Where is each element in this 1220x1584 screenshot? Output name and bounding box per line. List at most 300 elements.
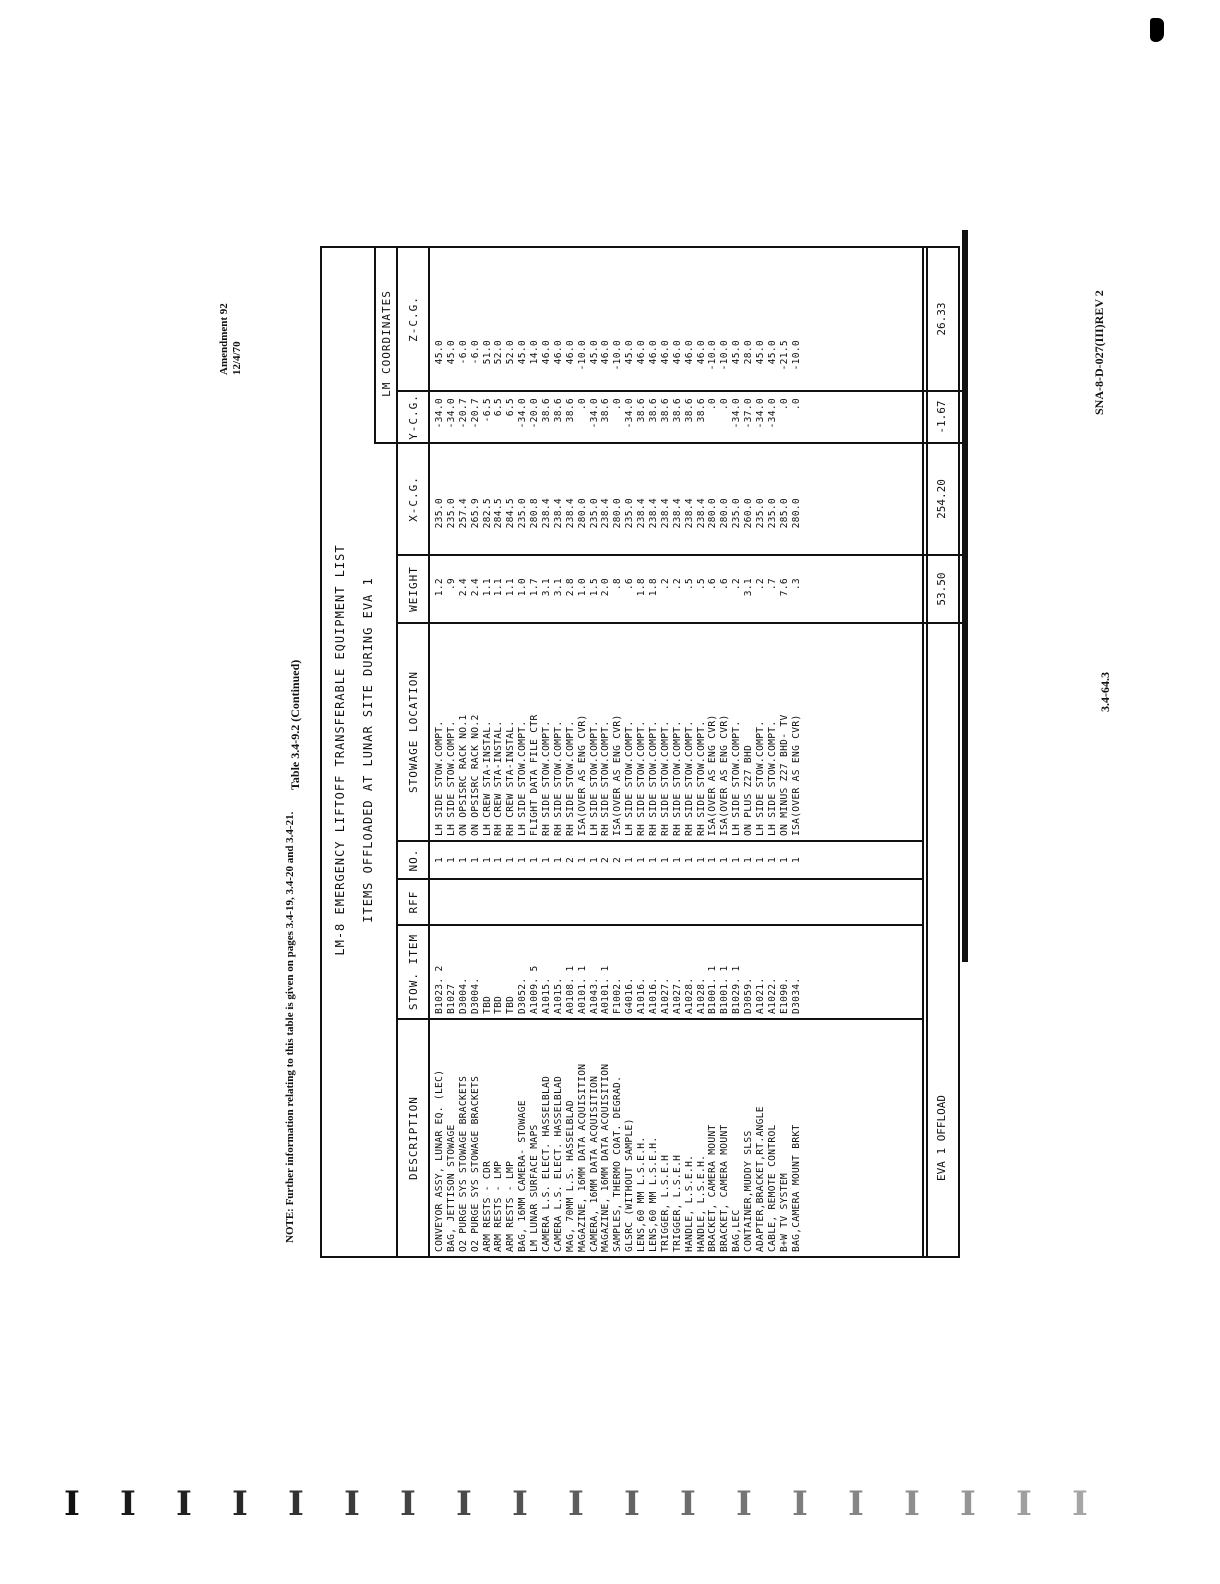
description-cell: CABLE, REMOTE CONTROL xyxy=(766,1124,778,1252)
coord-group-rule xyxy=(374,248,376,444)
y-cg-cell: 38.6 xyxy=(552,398,564,423)
description-cell: MAG, 70MM L.S. HASSELBLAD xyxy=(564,1100,576,1252)
scan-mark: I xyxy=(960,1484,976,1524)
y-cg-cell: 6.5 xyxy=(505,398,517,417)
scan-mark: I xyxy=(1072,1484,1088,1524)
description-cell: ADAPTER,BRACKET,RT.ANGLE xyxy=(755,1106,767,1252)
z-cg-cell: -21.5 xyxy=(778,340,790,371)
weight-cell: .2 xyxy=(659,578,671,591)
scan-mark: I xyxy=(512,1484,528,1524)
y-cg-cell: 38.6 xyxy=(541,398,553,423)
z-cg-cell: -10.0 xyxy=(576,340,588,371)
z-cg-cell: 52.0 xyxy=(505,340,517,365)
z-cg-cell: 45.0 xyxy=(517,340,529,365)
weight-cell: 1.7 xyxy=(529,578,541,597)
stow-item-cell: B1029. 1 xyxy=(731,965,743,1014)
col-header-stow-item: STOW. ITEM xyxy=(407,933,420,1011)
quantity-cell: 1 xyxy=(790,856,802,864)
z-cg-cell: 46.0 xyxy=(564,340,576,365)
description-cell: B+W TV SYSTEM xyxy=(778,1173,790,1252)
col-rule-3 xyxy=(396,878,922,880)
weight-cell: 3.1 xyxy=(552,578,564,597)
weight-cell: .3 xyxy=(790,578,802,591)
weight-cell: 2.0 xyxy=(600,578,612,597)
stowage-location-cell: LH SIDE STOW.COMPT. xyxy=(731,720,743,836)
amendment-date: 12/4/70 xyxy=(231,341,243,375)
col-header-y-cg: Y-C.G. xyxy=(407,394,420,440)
weight-cell: 2.4 xyxy=(457,578,469,597)
stow-item-cell: A1027. xyxy=(659,977,671,1014)
z-cg-cell: 45.0 xyxy=(434,340,445,365)
stowage-location-cell: LH SIDE STOW.COMPT. xyxy=(766,720,778,836)
x-cg-cell: 235.0 xyxy=(766,498,778,529)
stowage-location-cell: LH SIDE STOW.COMPT. xyxy=(755,720,767,836)
amendment-stamp xyxy=(218,303,244,375)
weight-cell: 1.0 xyxy=(576,578,588,597)
z-cg-cell: -10.0 xyxy=(612,340,624,371)
weight-cell: 1.1 xyxy=(481,578,493,597)
description-cell: O2 PURGE SYS STOWAGE BRACKETS xyxy=(457,1075,469,1252)
quantity-cell: 1 xyxy=(481,856,493,864)
x-cg-cell: 280.8 xyxy=(529,498,541,529)
weight-cell: 1.2 xyxy=(434,578,445,597)
table-caption: Table 3.4-9.2 (Continued) xyxy=(288,659,302,790)
description-cell: BAG,LEC xyxy=(731,1209,743,1252)
stow-item-cell: A1016. xyxy=(636,977,648,1014)
col-header-no: NO. xyxy=(407,848,420,872)
header-bottom-rule xyxy=(428,248,430,1256)
col-header-z-cg: Z-C.G. xyxy=(407,296,420,342)
scan-mark: I xyxy=(848,1484,864,1524)
z-cg-cell: 45.0 xyxy=(588,340,600,365)
z-cg-cell: -6.0 xyxy=(469,340,481,365)
stowage-location-cell: RH CREW STA-INSTAL. xyxy=(505,720,517,836)
x-cg-cell: 280.0 xyxy=(790,498,802,529)
stowage-location-cell: ON OPSISRC RACK NO.2 xyxy=(469,714,481,836)
quantity-cell: 2 xyxy=(612,856,624,864)
z-cg-cell: 28.0 xyxy=(743,340,755,365)
y-cg-cell: 38.6 xyxy=(659,398,671,423)
stow-item-column xyxy=(434,928,803,1014)
stow-item-cell: A1028. xyxy=(683,977,695,1014)
description-cell: BRACKET, CAMERA MOUNT xyxy=(707,1124,719,1252)
z-cg-cell: 46.0 xyxy=(541,340,553,365)
total-z-cg: 26.33 xyxy=(935,302,948,336)
y-cg-cell: -20.0 xyxy=(529,398,541,429)
quantity-cell: 1 xyxy=(659,856,671,864)
description-cell: LENS,60 MM L.S.E.H. xyxy=(648,1136,660,1252)
z-cg-cell: -6.0 xyxy=(457,340,469,365)
scan-mark: I xyxy=(736,1484,752,1524)
weight-cell: 3.1 xyxy=(743,578,755,597)
weight-cell: .2 xyxy=(671,578,683,591)
x-cg-cell: 238.4 xyxy=(671,498,683,529)
col-rule-6 xyxy=(396,554,962,556)
description-cell: MAGAZINE, 16MM DATA ACQUISITION xyxy=(600,1063,612,1252)
col-rule-2 xyxy=(396,924,922,926)
stow-item-cell: A1015. xyxy=(552,977,564,1014)
y-cg-cell: -34.0 xyxy=(624,398,636,429)
stow-item-cell: E1090. xyxy=(778,977,790,1014)
y-cg-cell: 6.5 xyxy=(493,398,505,417)
col-rule-7 xyxy=(374,442,962,444)
stow-item-cell: B1001. 1 xyxy=(707,965,719,1014)
x-cg-cell: 280.0 xyxy=(612,498,624,529)
weight-cell: .2 xyxy=(731,578,743,591)
quantity-cell: 1 xyxy=(469,856,481,864)
weight-cell: .6 xyxy=(624,578,636,591)
stow-item-cell: G4016. xyxy=(624,977,636,1014)
stowage-location-cell: RH SIDE STOW.COMPT. xyxy=(695,720,707,836)
weight-cell: 1.8 xyxy=(636,578,648,597)
equipment-table xyxy=(320,246,960,1258)
x-cg-cell: 280.0 xyxy=(707,498,719,529)
x-cg-cell: 282.5 xyxy=(481,498,493,529)
z-cg-cell: -10.0 xyxy=(790,340,802,371)
stow-item-cell: D3004. xyxy=(469,977,481,1014)
y-cg-cell: -34.0 xyxy=(755,398,767,429)
quantity-cell: 1 xyxy=(695,856,707,864)
description-cell: BAG,CAMERA MOUNT BRKT xyxy=(790,1124,802,1252)
description-cell: LENS,60 MM L.S.E.H. xyxy=(636,1136,648,1252)
y-cg-cell: .0 xyxy=(778,398,790,411)
stowage-location-cell: LH SIDE STOW.COMPT. xyxy=(434,720,445,836)
y-cg-cell: -20.7 xyxy=(469,398,481,429)
stowage-location-cell: LH SIDE STOW.COMPT. xyxy=(624,720,636,836)
stow-item-cell: TBD xyxy=(481,995,493,1014)
stow-item-cell: A1009. 5 xyxy=(529,965,541,1014)
quantity-cell: 1 xyxy=(755,856,767,864)
z-cg-cell: 46.0 xyxy=(552,340,564,365)
x-cg-cell: 235.0 xyxy=(517,498,529,529)
quantity-cell: 2 xyxy=(564,856,576,864)
quantity-cell: 1 xyxy=(648,856,660,864)
z-cg-cell: 45.0 xyxy=(445,340,457,365)
z-cg-column xyxy=(434,340,803,390)
stowage-location-cell: RH SIDE STOW.COMPT. xyxy=(636,720,648,836)
y-cg-cell: 38.6 xyxy=(636,398,648,423)
quantity-cell: 1 xyxy=(434,856,445,864)
description-cell: HANDLE, L.S.E.H. xyxy=(683,1154,695,1252)
stowage-location-cell: RH SIDE STOW.COMPT. xyxy=(648,720,660,836)
scan-blot xyxy=(1150,18,1164,42)
description-cell: HANDLE, L.S.E.H. xyxy=(695,1154,707,1252)
y-cg-cell: -34.0 xyxy=(445,398,457,429)
description-cell: SAMPLES, THERMO COAT. DEGRAD. xyxy=(612,1075,624,1252)
description-column xyxy=(434,1022,803,1252)
stow-item-cell: A0101. 1 xyxy=(600,965,612,1014)
x-cg-cell: 238.4 xyxy=(636,498,648,529)
weight-cell: .9 xyxy=(445,578,457,591)
weight-cell: .6 xyxy=(707,578,719,591)
quantity-cell: 1 xyxy=(505,856,517,864)
z-cg-cell: 46.0 xyxy=(636,340,648,365)
quantity-cell: 1 xyxy=(588,856,600,864)
weight-cell: 3.1 xyxy=(541,578,553,597)
scan-mark: I xyxy=(456,1484,472,1524)
scan-mark: I xyxy=(904,1484,920,1524)
quantity-cell: 1 xyxy=(517,856,529,864)
stow-item-cell: A1016. xyxy=(648,977,660,1014)
col-header-stowage-location: STOWAGE LOCATION xyxy=(407,671,420,793)
weight-cell: .5 xyxy=(695,578,707,591)
weight-cell: .7 xyxy=(766,578,778,591)
stowage-location-cell: LH CREW STA-INSTAL. xyxy=(481,720,493,836)
description-cell: LM LUNAR SURFACE MAPS xyxy=(529,1124,541,1252)
stowage-location-cell: LH SIDE STOW.COMPT. xyxy=(445,720,457,836)
table-subtitle: ITEMS OFFLOADED AT LUNAR SITE DURING EVA 1 xyxy=(361,577,375,923)
description-cell: TRIGGER, L.S.E.H xyxy=(671,1154,683,1252)
weight-cell: .8 xyxy=(612,578,624,591)
stowage-location-cell: RH SIDE STOW.COMPT. xyxy=(671,720,683,836)
table-title: LM-8 EMERGENCY LIFTOFF TRANSFERABLE EQUIPMENT LIST xyxy=(333,544,347,956)
stow-item-cell: A0108. 1 xyxy=(564,965,576,1014)
y-cg-cell: -34.0 xyxy=(588,398,600,429)
description-cell: CAMERA, 16MM DATA ACQUISITION xyxy=(588,1075,600,1252)
quantity-cell: 1 xyxy=(529,856,541,864)
y-cg-cell: .0 xyxy=(719,398,731,411)
description-cell: CAMERA L.S. ELECT. HASSELBLAD xyxy=(541,1075,553,1252)
y-cg-cell: -34.0 xyxy=(766,398,778,429)
scan-mark: I xyxy=(232,1484,248,1524)
y-cg-cell: .0 xyxy=(612,398,624,411)
stowage-location-cell: ISA(OVER AS ENG CVR) xyxy=(719,714,731,836)
weight-cell: .6 xyxy=(719,578,731,591)
stowage-location-column xyxy=(434,626,803,836)
total-x-cg: 254.20 xyxy=(935,479,948,519)
stowage-location-cell: ISA(OVER AS ENG CVR) xyxy=(576,714,588,836)
stowage-location-cell: RH CREW STA-INSTAL. xyxy=(493,720,505,836)
quantity-cell: 1 xyxy=(671,856,683,864)
z-cg-cell: 45.0 xyxy=(755,340,767,365)
stowage-location-cell: LH SIDE STOW.COMPT. xyxy=(517,720,529,836)
scan-edge-bar xyxy=(962,230,968,962)
x-cg-cell: 238.4 xyxy=(552,498,564,529)
x-cg-cell: 238.4 xyxy=(600,498,612,529)
description-cell: GLSRC (WITHOUT SAMPLE) xyxy=(624,1118,636,1252)
x-cg-cell: 235.0 xyxy=(445,498,457,529)
weight-cell: 1.1 xyxy=(493,578,505,597)
total-weight: 53.50 xyxy=(935,572,948,606)
weight-column xyxy=(434,578,803,622)
quantity-cell: 1 xyxy=(493,856,505,864)
z-cg-cell: 14.0 xyxy=(529,340,541,365)
x-cg-cell: 284.5 xyxy=(493,498,505,529)
weight-cell: 1.8 xyxy=(648,578,660,597)
header-top-rule xyxy=(396,248,398,1256)
scan-mark: I xyxy=(624,1484,640,1524)
col-header-weight: WEIGHT xyxy=(407,566,420,612)
x-cg-cell: 235.0 xyxy=(731,498,743,529)
x-cg-cell: 235.0 xyxy=(755,498,767,529)
z-cg-cell: -10.0 xyxy=(707,340,719,371)
description-cell: CONTAINER,MUDDY SLSS xyxy=(743,1130,755,1252)
weight-cell: .5 xyxy=(683,578,695,591)
stowage-location-cell: RH SIDE STOW.COMPT. xyxy=(552,720,564,836)
total-label: EVA 1 OFFLOAD xyxy=(935,1094,948,1182)
stow-item-cell: B1027 xyxy=(445,983,457,1014)
z-cg-cell: -10.0 xyxy=(719,340,731,371)
scan-mark: I xyxy=(288,1484,304,1524)
description-cell: ARM RESTS - LMP xyxy=(493,1160,505,1252)
y-cg-cell: -34.0 xyxy=(517,398,529,429)
y-cg-cell: -37.0 xyxy=(743,398,755,429)
description-cell: TRIGGER, L.S.E.H xyxy=(659,1154,671,1252)
stowage-location-cell: RH SIDE STOW.COMPT. xyxy=(600,720,612,836)
table-note: NOTE: Further information relating to this table is given on pages 3.4-19, 3.4-20 and 3.4-21. xyxy=(284,811,296,1243)
quantity-cell: 1 xyxy=(576,856,588,864)
y-cg-cell: 38.6 xyxy=(671,398,683,423)
x-cg-cell: 280.0 xyxy=(576,498,588,529)
y-cg-cell: -20.7 xyxy=(457,398,469,429)
weight-cell: 2.8 xyxy=(564,578,576,597)
stow-item-cell: A1027. xyxy=(671,977,683,1014)
y-cg-cell: 38.6 xyxy=(683,398,695,423)
scan-mark: I xyxy=(64,1484,80,1524)
stowage-location-cell: ISA(OVER AS ENG CVR) xyxy=(612,714,624,836)
weight-cell: 7.6 xyxy=(778,578,790,597)
stowage-location-cell: ISA(OVER AS ENG CVR) xyxy=(790,714,802,836)
weight-cell: 1.1 xyxy=(505,578,517,597)
description-cell: CAMERA L.S. ELECT. HASSELBLAD xyxy=(552,1075,564,1252)
y-cg-cell: .0 xyxy=(707,398,719,411)
quantity-cell: 1 xyxy=(541,856,553,864)
weight-cell: 1.0 xyxy=(517,578,529,597)
quantity-cell: 2 xyxy=(600,856,612,864)
weight-cell: 1.5 xyxy=(588,578,600,597)
quantity-cell: 1 xyxy=(719,856,731,864)
stow-item-cell: D3034. xyxy=(790,977,802,1014)
x-cg-cell: 260.0 xyxy=(743,498,755,529)
y-cg-cell: -34.0 xyxy=(434,398,445,429)
quantity-column xyxy=(434,842,803,878)
z-cg-cell: 46.0 xyxy=(695,340,707,365)
quantity-cell: 1 xyxy=(552,856,564,864)
x-cg-cell: 238.4 xyxy=(695,498,707,529)
description-cell: BAG, 16MM CAMERA- STOWAGE xyxy=(517,1100,529,1252)
x-cg-cell: 235.0 xyxy=(624,498,636,529)
page-number: 3.4-64.3 xyxy=(1098,672,1112,712)
scan-mark: I xyxy=(792,1484,808,1524)
scan-mark: I xyxy=(120,1484,136,1524)
quantity-cell: 1 xyxy=(707,856,719,864)
stow-item-cell: F1002. xyxy=(612,977,624,1014)
z-cg-cell: 52.0 xyxy=(493,340,505,365)
z-cg-cell: 51.0 xyxy=(481,340,493,365)
stow-item-cell: B1023. 2 xyxy=(434,965,445,1014)
total-top-rule xyxy=(922,248,924,1256)
col-rule-8 xyxy=(396,390,962,392)
quantity-cell: 1 xyxy=(766,856,778,864)
weight-cell: .2 xyxy=(755,578,767,591)
stowage-location-cell: RH SIDE STOW.COMPT. xyxy=(683,720,695,836)
stow-item-cell: A1015. xyxy=(541,977,553,1014)
scan-mark: I xyxy=(344,1484,360,1524)
total-y-cg: -1.67 xyxy=(935,400,948,434)
quantity-cell: 1 xyxy=(731,856,743,864)
stowage-location-cell: RH SIDE STOW.COMPT. xyxy=(659,720,671,836)
y-cg-cell: -6.5 xyxy=(481,398,493,423)
z-cg-cell: 45.0 xyxy=(624,340,636,365)
description-cell: BRACKET, CAMERA MOUNT xyxy=(719,1124,731,1252)
y-cg-column xyxy=(434,398,803,442)
quantity-cell: 1 xyxy=(636,856,648,864)
stow-item-cell: A1021. xyxy=(755,977,767,1014)
description-cell: ARM RESTS - CDR xyxy=(481,1160,493,1252)
stow-item-cell: D3004. xyxy=(457,977,469,1014)
x-cg-cell: 235.0 xyxy=(434,498,445,529)
quantity-cell: 1 xyxy=(445,856,457,864)
quantity-cell: 1 xyxy=(624,856,636,864)
stow-item-cell: B1001. 1 xyxy=(719,965,731,1014)
x-cg-cell: 257.4 xyxy=(457,498,469,529)
lm-coordinates-header: LM COORDINATES xyxy=(380,290,393,397)
description-cell: BAG, JETTISON STOWAGE xyxy=(445,1124,457,1252)
weight-cell: 2.4 xyxy=(469,578,481,597)
stowage-location-cell: ON PLUS Z27 BHD xyxy=(743,744,755,836)
col-header-description: DESCRIPTION xyxy=(407,1096,420,1180)
z-cg-cell: 46.0 xyxy=(659,340,671,365)
z-cg-cell: 46.0 xyxy=(600,340,612,365)
z-cg-cell: 45.0 xyxy=(766,340,778,365)
table-frame xyxy=(320,246,960,1258)
stowage-location-cell: ON MINUS Z27 BHD- TV xyxy=(778,714,790,836)
stow-item-cell: A1022. xyxy=(766,977,778,1014)
quantity-cell: 1 xyxy=(457,856,469,864)
stowage-location-cell: FLIGHT DATA FILE CTR xyxy=(529,714,541,836)
description-cell: ARM RESTS - LMP xyxy=(505,1160,517,1252)
x-cg-cell: 284.5 xyxy=(505,498,517,529)
stow-item-cell: A1028. xyxy=(695,977,707,1014)
document-id: SNA-8-D-027(III)REV 2 xyxy=(1092,290,1106,415)
x-cg-cell: 235.0 xyxy=(588,498,600,529)
y-cg-cell: 38.6 xyxy=(695,398,707,423)
stow-item-cell: TBD xyxy=(493,995,505,1014)
amendment-number: Amendment 92 xyxy=(218,303,230,375)
scan-mark: I xyxy=(176,1484,192,1524)
scan-mark: I xyxy=(400,1484,416,1524)
stowage-location-cell: RH SIDE STOW.COMPT. xyxy=(564,720,576,836)
stow-item-cell: A0101. 1 xyxy=(576,965,588,1014)
quantity-cell: 1 xyxy=(683,856,695,864)
col-header-rff: RFF xyxy=(407,890,420,914)
stowage-location-cell: ISA(OVER AS ENG CVR) xyxy=(707,714,719,836)
z-cg-cell: 45.0 xyxy=(731,340,743,365)
y-cg-cell: -34.0 xyxy=(731,398,743,429)
x-cg-column xyxy=(434,498,803,554)
scan-mark: I xyxy=(680,1484,696,1524)
stowage-location-cell: ON OPSISRC RACK NO.1 xyxy=(457,714,469,836)
description-cell: CONVEYOR ASSY, LUNAR EQ. (LEC) xyxy=(434,1069,445,1252)
x-cg-cell: 265.9 xyxy=(469,498,481,529)
x-cg-cell: 285.0 xyxy=(778,498,790,529)
y-cg-cell: 38.6 xyxy=(564,398,576,423)
x-cg-cell: 238.4 xyxy=(541,498,553,529)
stowage-location-cell: RH SIDE STOW.COMPT. xyxy=(541,720,553,836)
col-rule-1 xyxy=(396,1018,922,1020)
quantity-cell: 1 xyxy=(743,856,755,864)
x-cg-cell: 238.4 xyxy=(564,498,576,529)
y-cg-cell: 38.6 xyxy=(648,398,660,423)
col-rule-5 xyxy=(396,622,962,624)
x-cg-cell: 238.4 xyxy=(659,498,671,529)
z-cg-cell: 46.0 xyxy=(683,340,695,365)
y-cg-cell: 38.6 xyxy=(600,398,612,423)
scan-mark: I xyxy=(1016,1484,1032,1524)
z-cg-cell: 46.0 xyxy=(648,340,660,365)
stow-item-cell: TBD xyxy=(505,995,517,1014)
description-cell: MAGAZINE, 16MM DATA ACQUISITION xyxy=(576,1063,588,1252)
